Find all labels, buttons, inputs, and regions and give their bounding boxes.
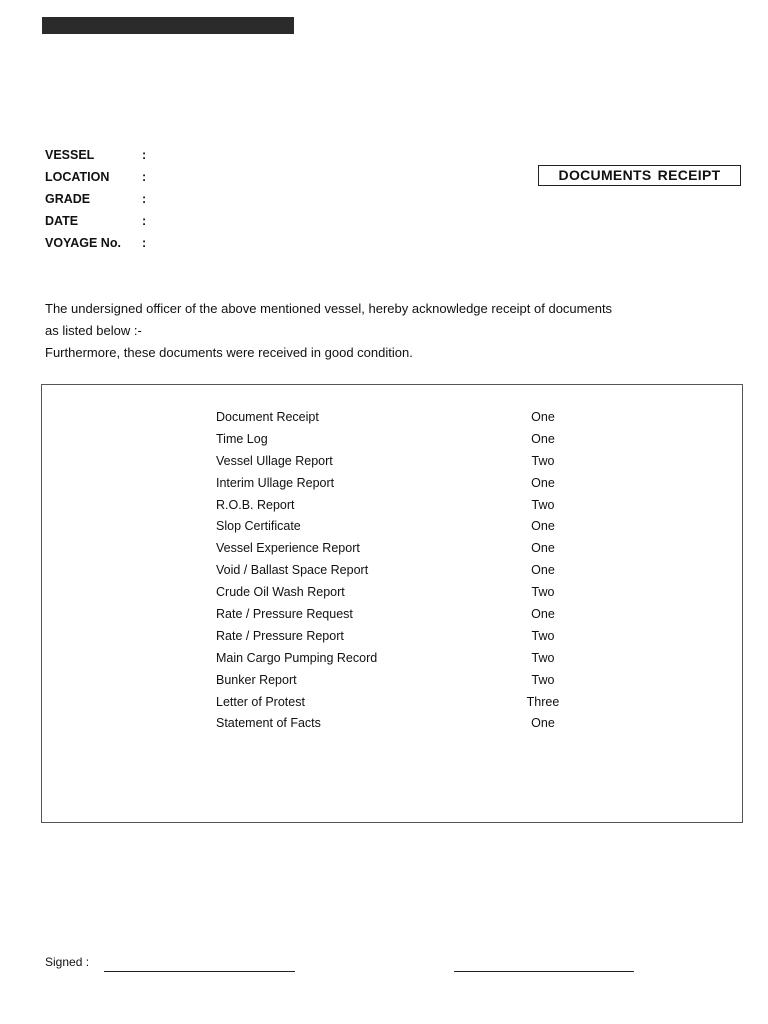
document-name: Rate / Pressure Request [216,607,353,622]
field-date [45,212,245,234]
document-name: Letter of Protest [216,694,305,709]
list-item [216,538,616,560]
document-name: Slop Certificate [216,519,301,534]
document-quantity: Two [531,585,555,600]
document-name: Crude Oil Wash Report [216,585,345,600]
document-name: Vessel Ullage Report [216,453,333,468]
signature-line-left [104,971,295,972]
field-label: VESSEL [45,148,95,162]
document-name: Interim Ullage Report [216,475,335,490]
document-name: Time Log [216,431,268,446]
list-item [216,582,616,604]
field-grade [45,190,245,212]
document-name: Statement of Facts [216,716,321,731]
signature-line-right [454,971,634,972]
document-quantity: Two [531,650,555,665]
list-item [216,692,616,714]
document-name: Document Receipt [216,410,319,424]
document-name: Main Cargo Pumping Record [216,650,378,665]
field-colon: : [142,148,147,162]
document-quantity: Three [526,694,560,709]
documents-list [216,407,616,735]
header-bar [42,17,294,34]
documents-box [41,384,743,823]
document-quantity: Two [531,628,555,643]
field-colon: : [142,236,147,250]
list-item [216,604,616,626]
document-quantity: One [531,716,555,731]
signed-label: Signed : [45,955,90,969]
field-label: LOCATION [45,170,110,184]
field-vessel [45,146,245,168]
document-quantity: Two [531,497,555,512]
field-location [45,168,245,190]
document-name: Vessel Experience Report [216,541,360,556]
list-item [216,670,616,692]
document-quantity: One [531,541,555,556]
document-name: Void / Ballast Space Report [216,563,369,578]
field-voyage-no [45,234,245,256]
intro-line-2: as listed below :- [45,323,142,338]
field-colon: : [142,214,147,228]
intro-line-1: The undersigned officer of the above mentioned vessel, hereby acknowledge receipt of documents [45,301,613,316]
document-name: Rate / Pressure Report [216,628,344,643]
intro-text [45,298,725,364]
list-item [216,429,616,451]
document-title: DOCUMENTS RECEIPT [538,165,741,186]
list-item [216,560,616,582]
document-quantity: One [531,519,555,534]
field-label: DATE [45,214,79,228]
list-item [216,648,616,670]
document-name: Bunker Report [216,672,297,687]
document-name: R.O.B. Report [216,497,295,512]
list-item [216,516,616,538]
list-item [216,713,616,735]
list-item [216,473,616,495]
field-colon: : [142,192,147,206]
list-item [216,495,616,517]
field-colon: : [142,170,147,184]
document-quantity: One [531,431,555,446]
document-quantity: One [531,475,555,490]
document-quantity: Two [531,672,555,687]
intro-line-3: Furthermore, these documents were received in good condition. [45,345,413,360]
document-quantity: One [531,607,555,622]
document-quantity: One [531,410,555,424]
list-item [216,451,616,473]
list-item [216,626,616,648]
document-quantity: Two [531,453,555,468]
vessel-fields [45,146,245,256]
list-item [216,407,616,429]
document-quantity: One [531,563,555,578]
field-label: GRADE [45,192,91,206]
field-label: VOYAGE No. [45,236,121,250]
